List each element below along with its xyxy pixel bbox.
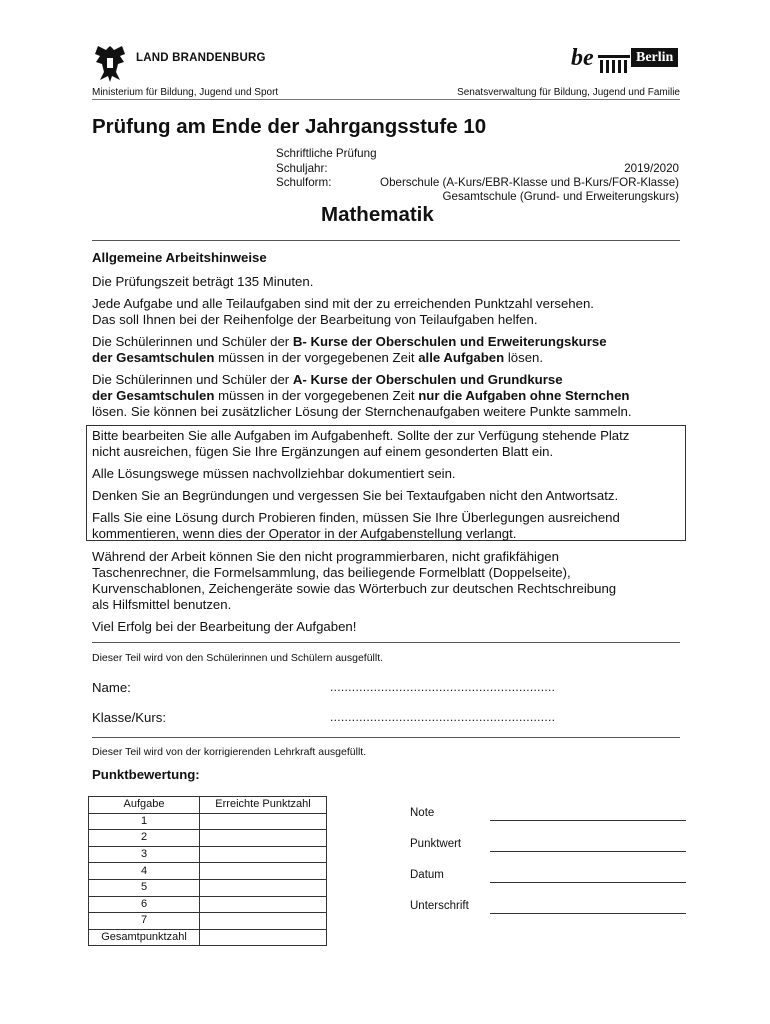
subject-title: Mathematik xyxy=(321,203,434,226)
a-kurs-text-e: nur die Aufgaben ohne Sternchen xyxy=(418,388,630,404)
name-label: Name: xyxy=(92,680,131,695)
datum-field[interactable] xyxy=(490,882,686,883)
b-kurs-text-f: lösen. xyxy=(504,350,544,366)
exam-type: Schriftliche Prüfung xyxy=(276,147,377,160)
table-row xyxy=(89,879,327,896)
aids-note-1: Während der Arbeit können Sie den nicht programmierbaren, nicht grafikfähigen xyxy=(92,549,559,564)
score-cell[interactable] xyxy=(200,830,327,847)
header-divider xyxy=(92,99,680,100)
subject-divider xyxy=(92,240,680,241)
punktwert-field[interactable] xyxy=(490,851,686,852)
box-line-3: Alle Lösungswege müssen nachvollziehbar dokumentiert sein. xyxy=(92,466,456,481)
good-luck: Viel Erfolg bei der Bearbeitung der Aufgaben! xyxy=(92,619,357,634)
brandenburg-eagle-logo xyxy=(92,42,128,84)
b-kurs-note xyxy=(92,334,692,366)
score-cell[interactable] xyxy=(200,913,327,930)
klasse-label: Klasse/Kurs: xyxy=(92,710,167,725)
be-logo-text: be xyxy=(571,45,594,71)
a-kurs-text-a: Die Schülerinnen und Schüler der xyxy=(92,372,293,387)
row-label: 5 xyxy=(89,879,200,896)
note-field[interactable] xyxy=(490,820,686,821)
aids-note-3: Kurvenschablonen, Zeichengeräte sowie das Wörterbuch zur deutschen Rechtschreibung xyxy=(92,581,617,596)
unterschrift-label: Unterschrift xyxy=(410,900,469,912)
row-label: 4 xyxy=(89,863,200,880)
table-header xyxy=(89,797,327,814)
a-kurs-text-f: lösen. Sie können bei zusätzlicher Lösung der Sternchenaufgaben weitere Punkte sammeln. xyxy=(92,404,632,420)
score-cell[interactable] xyxy=(200,896,327,913)
berlin-logo-box: Berlin xyxy=(631,48,678,67)
score-cell[interactable] xyxy=(200,879,327,896)
table-row xyxy=(89,846,327,863)
klasse-field[interactable]: .............................................................. xyxy=(330,710,556,724)
divider-student xyxy=(92,642,680,643)
aids-note-2: Taschenrechner, die Formelsammlung, das beiliegende Formelblatt (Doppelseite), xyxy=(92,565,571,580)
page-title: Prüfung am Ende der Jahrgangsstufe 10 xyxy=(92,115,487,138)
punktwert-label: Punktwert xyxy=(410,838,462,850)
b-kurs-text-a: Die Schülerinnen und Schüler der xyxy=(92,334,293,349)
schulform-value-1: Oberschule (A-Kurs/EBR-Klasse und B-Kurs/FOR-Klasse) xyxy=(380,176,679,189)
score-cell[interactable] xyxy=(200,929,327,946)
divider-teacher xyxy=(92,737,680,738)
row-label: 7 xyxy=(89,913,200,930)
land-brandenburg-logo-text: LAND BRANDENBURG xyxy=(136,52,266,64)
brandenburg-gate-icon xyxy=(598,55,630,73)
name-field[interactable]: .............................................................. xyxy=(330,680,556,694)
table-row xyxy=(89,929,327,946)
scoring-table xyxy=(88,796,327,946)
row-label: 2 xyxy=(89,830,200,847)
table-row xyxy=(89,813,327,830)
note-label: Note xyxy=(410,807,435,819)
berlin-logo xyxy=(571,46,681,76)
score-cell[interactable] xyxy=(200,846,327,863)
box-line-4: Denken Sie an Begründungen und vergessen Sie bei Textaufgaben nicht den Antwortsatz. xyxy=(92,488,619,503)
b-kurs-text-b: B- Kurse der Oberschulen und Erweiterungskurse xyxy=(292,334,607,349)
b-kurs-text-d: müssen in der vorgegebenen Zeit xyxy=(214,350,419,366)
row-label: 3 xyxy=(89,846,200,863)
aids-note-4: als Hilfsmittel benutzen. xyxy=(92,597,232,612)
unterschrift-field[interactable] xyxy=(490,913,686,914)
left-ministry: Ministerium für Bildung, Jugend und Sport xyxy=(92,87,279,98)
box-line-6: kommentieren, wenn dies der Operator in der Aufgabenstellung verlangt. xyxy=(92,526,517,541)
teacher-part-note: Dieser Teil wird von der korrigierenden Lehrkraft ausgefüllt. xyxy=(92,746,367,758)
right-ministry: Senatsverwaltung für Bildung, Jugend und Familie xyxy=(457,87,680,98)
datum-label: Datum xyxy=(410,869,444,881)
time-note: Die Prüfungszeit beträgt 135 Minuten. xyxy=(92,274,314,289)
schuljahr-value: 2019/2020 xyxy=(624,162,679,175)
row-label: 6 xyxy=(89,896,200,913)
section-title: Allgemeine Arbeitshinweise xyxy=(92,250,267,265)
table-row xyxy=(89,830,327,847)
box-line-2: nicht ausreichen, fügen Sie Ihre Ergänzungen auf einem gesonderten Blatt ein. xyxy=(92,444,554,459)
b-kurs-text-c: der Gesamtschulen xyxy=(92,350,215,366)
table-row xyxy=(89,913,327,930)
b-kurs-text-e: alle Aufgaben xyxy=(418,350,505,366)
box-line-1: Bitte bearbeiten Sie alle Aufgaben im Aufgabenheft. Sollte der zur Verfügung stehende Platz xyxy=(92,428,630,443)
student-part-note: Dieser Teil wird von den Schülerinnen und Schülern ausgefüllt. xyxy=(92,652,384,664)
points-note-2: Das soll Ihnen bei der Reihenfolge der Bearbeitung von Teilaufgaben helfen. xyxy=(92,312,538,327)
row-label: 1 xyxy=(89,813,200,830)
box-line-5: Falls Sie eine Lösung durch Probieren finden, müssen Sie Ihre Überlegungen ausreichend xyxy=(92,510,620,525)
punktbewertung-title: Punktbewertung: xyxy=(92,767,200,782)
schulform-label: Schulform: xyxy=(276,176,332,189)
points-note-1: Jede Aufgabe und alle Teilaufgaben sind mit der zu erreichenden Punktzahl versehen. xyxy=(92,296,594,311)
a-kurs-text-c: der Gesamtschulen xyxy=(92,388,215,404)
col-aufgabe: Aufgabe xyxy=(89,797,200,814)
score-cell[interactable] xyxy=(200,813,327,830)
schuljahr-label: Schuljahr: xyxy=(276,162,328,175)
schulform-value-2: Gesamtschule (Grund- und Erweiterungskurs) xyxy=(442,190,679,203)
a-kurs-text-d: müssen in der vorgegebenen Zeit xyxy=(214,388,419,404)
a-kurs-text-b: A- Kurse der Oberschulen und Grundkurse xyxy=(292,372,563,387)
col-punktzahl: Erreichte Punktzahl xyxy=(200,797,327,814)
a-kurs-note xyxy=(92,372,692,421)
table-row xyxy=(89,863,327,880)
score-cell[interactable] xyxy=(200,863,327,880)
table-row xyxy=(89,896,327,913)
row-label: Gesamtpunktzahl xyxy=(89,929,200,946)
